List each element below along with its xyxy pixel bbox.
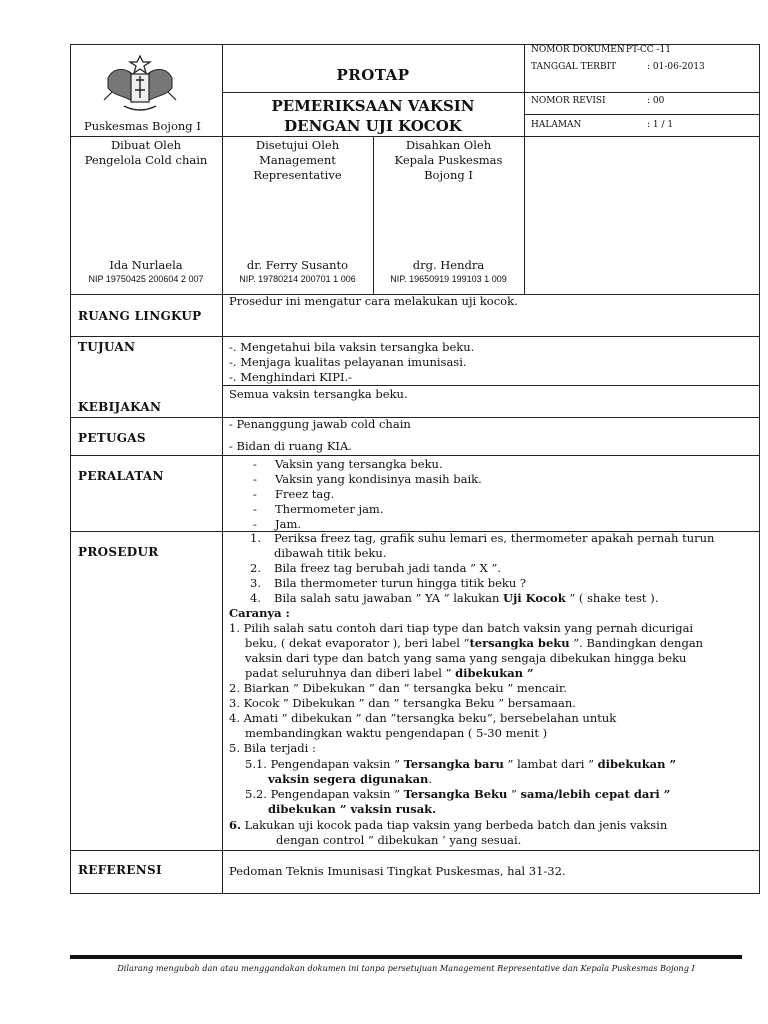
caranya-4b: membandingkan waktu pengendapan ( 5-30 menit ) [245,726,548,740]
grid-line [70,417,760,418]
signature-role: Bojong I [424,168,473,182]
caranya-4a: 4. Amati ” dibekukan ” dan ”tersangka beku”, bersebelahan untuk [229,711,617,725]
garuda-logo-icon [100,52,180,114]
prosedur-step-4: 4. Bila salah satu jawaban ” YA ” lakukan Uji Kocok ” ( shake test ). [250,591,659,605]
petugas-item: - Bidan di ruang KIA. [229,439,352,453]
meta-issue-date-value: : 01-06-2013 [647,62,705,72]
grid-line [70,850,760,851]
section-label-tujuan: TUJUAN [78,340,136,354]
caranya-6-cont: dengan control ” dibekukan ’ yang sesuai. [276,833,522,847]
section-label-referensi: REFERENSI [78,863,162,877]
signature-role: Disetujui Oleh [255,138,340,152]
signature-role: Representative [253,168,342,182]
ruang-lingkup-text: Prosedur ini mengatur cara melakukan uji kocok. [229,294,518,308]
signature-nip: NIP. 19780214 200701 1 006 [239,274,356,284]
caranya-5-2-cont: dibekukan ” vaksin rusak. [268,802,437,816]
list-item: - Vaksin yang tersangka beku. [253,457,443,471]
caranya-5-1-cont: vaksin segera digunakan. [268,772,433,786]
grid-line [70,336,760,337]
grid-line [524,92,760,93]
logo [100,52,180,114]
document-subtitle-line1: PEMERIKSAAN VAKSIN [271,97,475,115]
signature-role: Kepala Puskesmas [394,153,503,167]
meta-revision-value: : 00 [647,96,665,106]
signature-name: Ida Nurlaela [109,258,183,272]
list-item: -. Menjaga kualitas pelayanan imunisasi. [229,355,467,369]
signature-role: Pengelola Cold chain [84,153,208,167]
list-item: -. Menghindari KIPI.- [229,370,353,384]
grid-line [70,136,760,137]
signature-role: Disahkan Oleh [405,138,492,152]
footer-rule [70,955,742,959]
meta-page-label: HALAMAN [531,120,582,130]
signature-role: Management [259,153,336,167]
signature-nip: NIP 19750425 200604 2 007 [88,274,204,284]
grid-line [222,294,223,894]
section-label-peralatan: PERALATAN [78,469,164,483]
caranya-heading: Caranya : [229,606,290,620]
meta-doc-number-value: : PT-CC -11 [620,45,671,55]
meta-page-value: : 1 / 1 [647,120,674,130]
peralatan-list [253,457,482,532]
kebijakan-text: Semua vaksin tersangka beku. [229,387,408,401]
document-subtitle-line2: DENGAN UJI KOCOK [284,117,462,135]
signature-nip: NIP. 19650919 199103 1 009 [390,274,507,284]
caranya-1d: padat seluruhnya dan diberi label ” dibekukan ” [245,666,534,680]
footer-notice: Dilarang mengubah dan atau menggandakan dokumen ini tanpa persetujuan Management Representative dan Kepala Puskesmas Bojong I [117,963,695,973]
section-label-ruang-lingkup: RUANG LINGKUP [78,309,202,323]
list-item: - Thermometer jam. [253,502,384,516]
signature-authorizer [373,138,524,183]
signature-creator [70,138,222,168]
section-label-kebijakan: KEBIJAKAN [78,400,162,414]
section-label-prosedur: PROSEDUR [78,545,159,559]
caranya-2: 2. Biarkan ” Dibekukan ” dan ” tersangka beku ” mencair. [229,681,567,695]
prosedur-step-3: 3. Bila thermometer turun hingga titik beku ? [250,576,527,590]
section-label-petugas: PETUGAS [78,431,146,445]
caranya-5-1: 5.1. Pengendapan vaksin ” Tersangka baru ” lambat dari ” dibekukan ” [245,757,677,771]
signature-approver [222,138,373,183]
prosedur-step-2: 2. Bila freez tag berubah jadi tanda ” X ”. [250,561,502,575]
tujuan-list [229,340,474,385]
caranya-6: 6. Lakukan uji kocok pada tiap vaksin yang berbeda batch dan jenis vaksin [229,818,668,832]
referensi-text: Pedoman Teknis Imunisasi Tingkat Puskesmas, hal 31-32. [229,864,566,878]
petugas-item: - Penanggung jawab cold chain [229,417,411,431]
grid-line [524,114,760,115]
prosedur-step-1-cont: dibawah titik beku. [274,546,387,560]
grid-line [222,385,760,386]
prosedur-step-1: 1. Periksa freez tag, grafik suhu lemari es, thermometer apakah pernah turun [250,531,715,545]
list-item: - Freez tag. [253,487,335,501]
list-item: - Vaksin yang kondisinya masih baik. [253,472,482,486]
caranya-1c: vaksin dari type dan batch yang sama yang sengaja dibekukan hingga beku [245,651,687,665]
grid-line [70,455,760,456]
meta-issue-date-label: TANGGAL TERBIT [531,62,617,72]
grid-line [524,44,525,294]
caranya-1a: 1. Pilih salah satu contoh dari tiap type dan batch vaksin yang pernah dicurigai [229,621,694,635]
caranya-3: 3. Kocok ” Dibekukan ” dan ” tersangka Beku ” bersamaan. [229,696,576,710]
caranya-5-2: 5.2. Pengendapan vaksin ” Tersangka Beku ” sama/lebih cepat dari ” [245,787,671,801]
signature-name: dr. Ferry Susanto [246,258,349,272]
list-item: - Jam. [253,517,302,531]
grid-line [222,92,524,93]
list-item: -. Mengetahui bila vaksin tersangka beku. [229,340,475,354]
signature-role: Dibuat Oleh [110,138,182,152]
meta-doc-number-label: NOMOR DOKUMEN [531,45,625,55]
meta-revision-label: NOMOR REVISI [531,96,606,106]
document-title: PROTAP [336,66,410,84]
signature-name: drg. Hendra [412,258,485,272]
caranya-5: 5. Bila terjadi : [229,741,316,755]
organization-name: Puskesmas Bojong I [84,119,201,133]
caranya-1b: beku, ( dekat evaporator ), beri label ”tersangka beku ”. Bandingkan dengan [245,636,704,650]
